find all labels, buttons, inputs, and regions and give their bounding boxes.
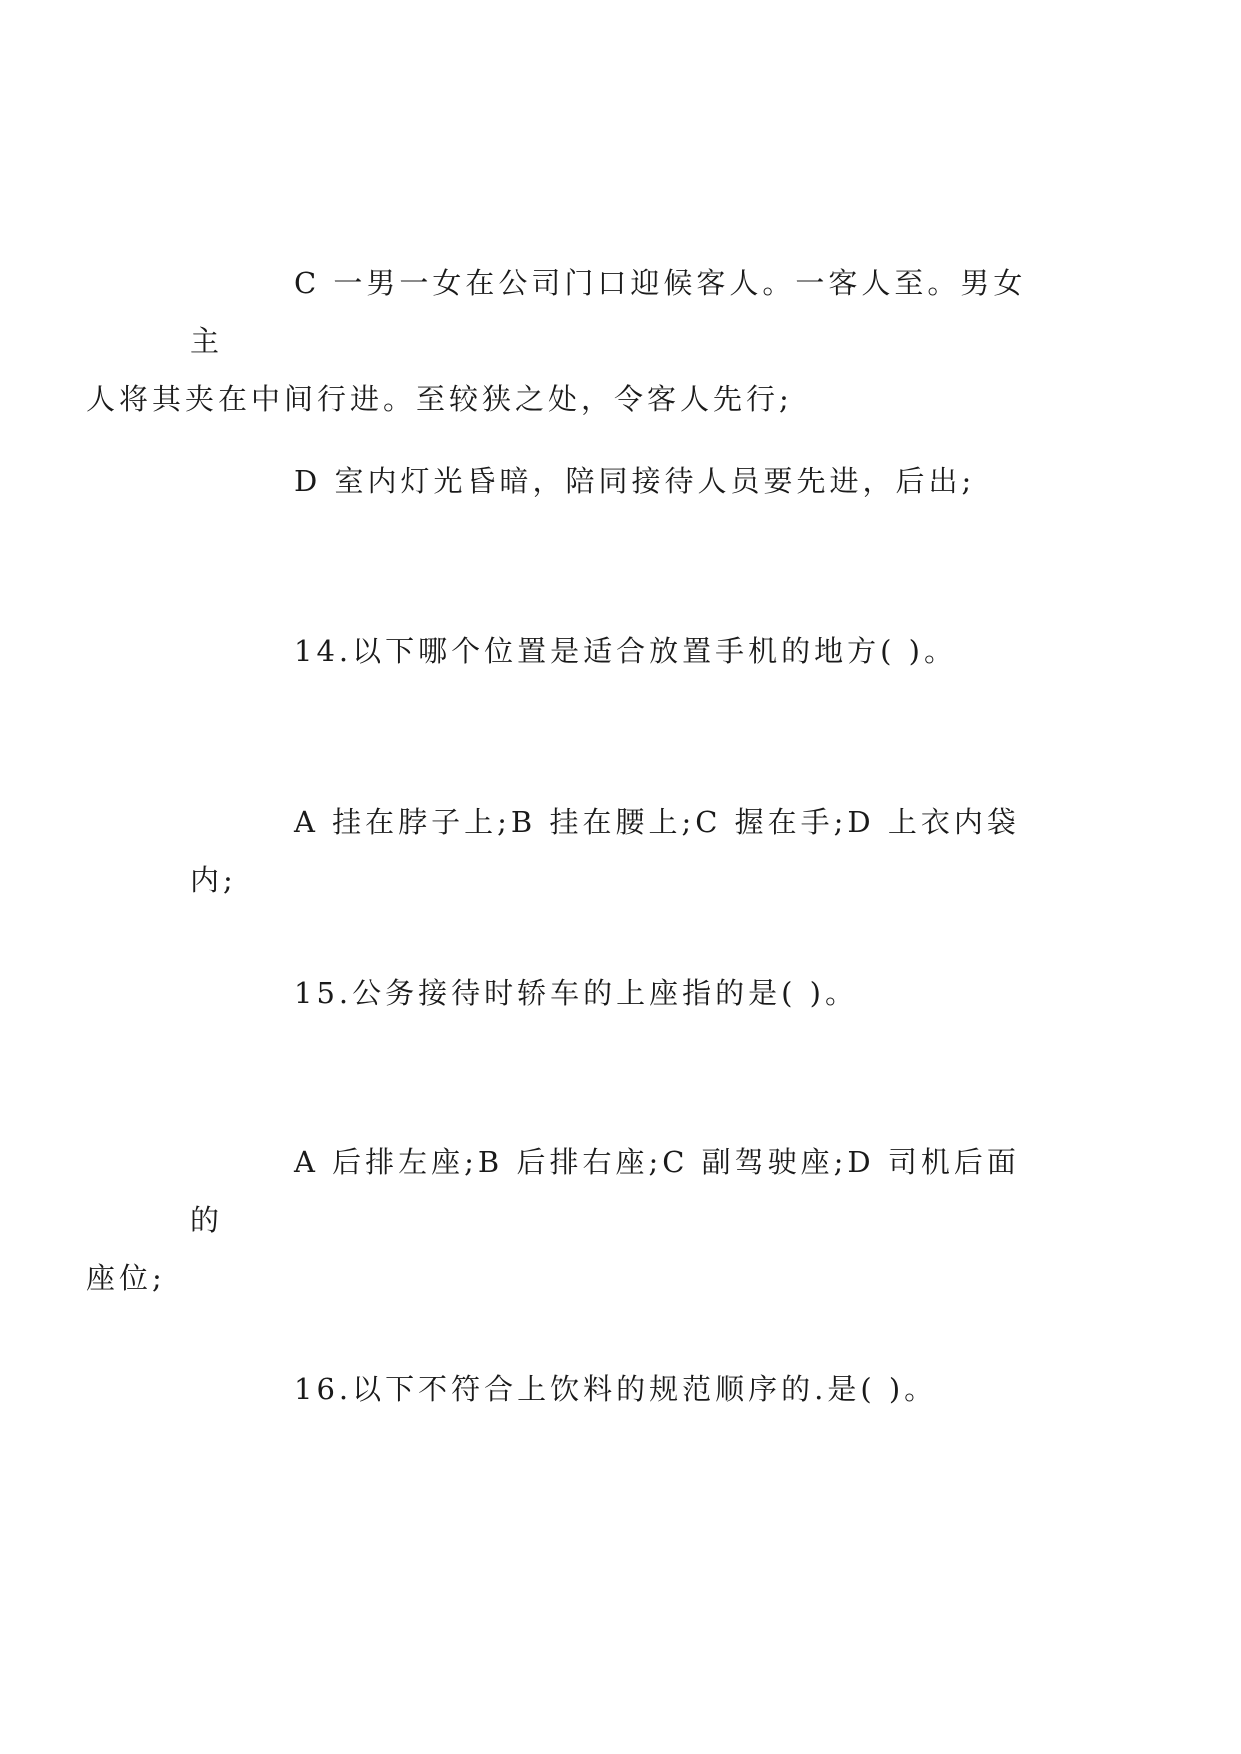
options-15 (86, 1133, 1050, 1307)
text-line: 16.以下不符合上饮料的规范顺序的.是( )。 (294, 1372, 938, 1406)
text-line: D 室内灯光昏暗，陪同接待人员要先进，后出; (294, 464, 976, 498)
text-line: A 后排左座;B 后排右座;C 副驾驶座;D 司机后面的 (190, 1145, 1020, 1237)
text-line: A 挂在脖子上;B 挂在腰上;C 握在手;D 上衣内袋内; (190, 805, 1020, 897)
paragraph-option-c-13 (86, 254, 1050, 428)
text-line: C 一男一女在公司门口迎候客人。一客人至。男女主 (190, 266, 1027, 358)
text-line: 人将其夹在中间行进。至较狭之处，令客人先行; (86, 382, 793, 416)
options-14 (190, 793, 1050, 909)
question-15 (190, 964, 1050, 1022)
question-14 (190, 622, 1050, 680)
question-16 (190, 1360, 1050, 1418)
text-line: 座位; (86, 1261, 166, 1295)
text-line: 15.公务接待时轿车的上座指的是( )。 (294, 976, 858, 1010)
paragraph-option-d-13 (190, 452, 1050, 510)
text-line: 14.以下哪个位置是适合放置手机的地方( )。 (294, 634, 957, 668)
